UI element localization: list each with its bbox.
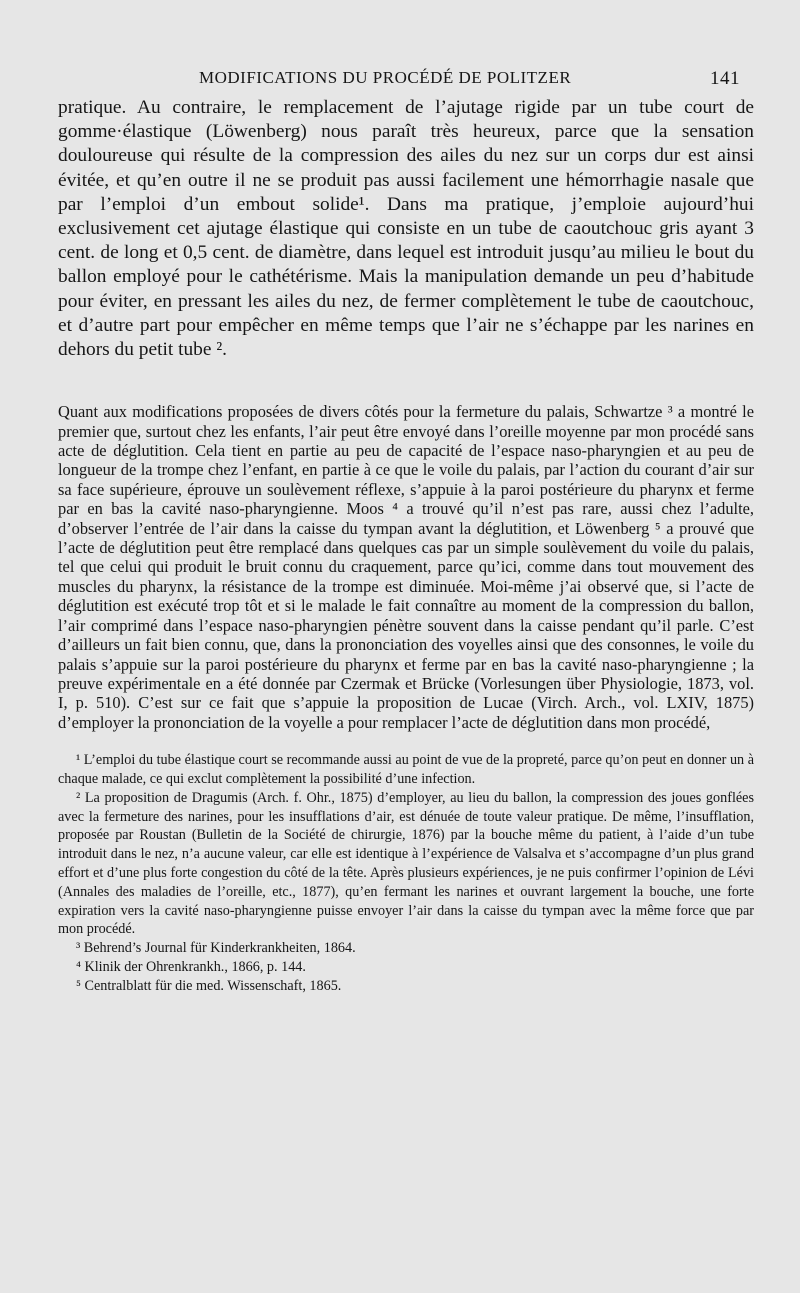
body-paragraph-2: Quant aux modifications proposées de divers côtés pour la fermeture du palais, Schwartze ³ a montré le premier que, surtout chez les enfants, l’air peut être envoyé dans l’oreille moyenne par mon procédé sans acte de déglutition. Cela tient en partie au peu de capacité de l’espace naso-pharyngien et au peu de longueur de la trompe chez l’enfant, en partie à ce que le voile du palais, par l’action du courant d’air sur sa face supérieure, éprouve un soulèvement réflexe, s’appuie à la paroi postérieure du pharynx et ferme par en bas la cavité naso-pharyngienne. Moos ⁴ a trouvé qu’il n’est pas rare, aussi chez l’adulte, d’observer l’entrée de l’air dans la caisse du tympan avant la déglutition, et Löwenberg ⁵ a prouvé que l’acte de déglutition peut être remplacé dans quelques cas par un simple soulèvement du voile du palais, tel que celui qui produit le bruit connu du craquement, parce qu’ici, comme dans tout mouvement des muscles du pharynx, la résistance de la trompe est diminuée. Moi-même j’ai observé que, si l’acte de déglutition est exécuté trop tôt et si le malade le fait connaître au moment de la compression du ballon, l’air comprimé dans l’espace naso-pharyngien pénètre souvent dans la caisse pendant qu’il parle. C’est d’ailleurs un fait bien connu, que, dans la prononciation des voyelles ainsi que des consonnes, le voile du palais s’appuie sur la paroi postérieure du pharynx et ferme par en bas la cavité naso-pharyngienne ; la preuve expérimentale en a été donnée par Czermak et Brücke (Vorlesungen über Physiologie, 1873, vol. I, p. 510). C’est sur ce fait que s’appuie la proposition de Lucae (Virch. Arch., vol. LXIV, 1875) d’employer la prononciation de la voyelle a pour remplacer l’acte de déglutition dans mon procédé, (58, 402, 754, 732)
footnote-3: ³ Behrend’s Journal für Kinderkrankheiten, 1864. (76, 940, 356, 957)
footnote-4: ⁴ Klinik der Ohrenkrankh., 1866, p. 144. (76, 958, 306, 975)
footnotes (58, 751, 754, 995)
footnote-5: ⁵ Centralblatt für die med. Wissenschaft, 1865. (76, 977, 342, 994)
body-paragraph-1: pratique. Au contraire, le remplacement de l’ajutage rigide par un tube court de gomme·élastique (Löwenberg) nous paraît très heureux, parce que la sensation douloureuse qui résulte de la compression des ailes du nez sur un corps dur est ainsi évitée, et qu’en outre il ne se produit pas aussi facilement une hémorrhagie nasale que par l’emploi d’un embout solide¹. Dans ma pratique, j’emploie aujourd’hui exclusivement cet ajutage élastique qui consiste en un tube de caoutchouc gris ayant 3 cent. de long et 0,5 cent. de diamètre, dans lequel est introduit jusqu’au milieu le bout du ballon employé pour le cathétérisme. Mais la manipulation demande un peu d’habitude pour éviter, en pressant les ailes du nez, de fermer complètement le tube de caoutchouc, et d’autre part pour empêcher en même temps que l’air ne s’échappe par les narines en dehors du petit tube ². (58, 97, 754, 361)
footnote-1: ¹ L’emploi du tube élastique court se recommande aussi au point de vue de la propreté, parce qu’on peut en donner un à chaque malade, ce qui exclut complètement la possibilité d’une infection. (58, 752, 754, 787)
page-number: 141 (710, 68, 740, 89)
running-head (58, 62, 754, 96)
footnote-2: ² La proposition de Dragumis (Arch. f. Ohr., 1875) d’employer, au lieu du ballon, la compression des joues gonflées avec la fermeture des narines, pour les insufflations d’air, est dénuée de toute valeur pratique. De même, l’insufflation, proposée par Roustan (Bulletin de la Société de chirurgie, 1876) par la bouche même du patient, à l’aide d’un tube introduit dans le nez, n’a aucune valeur, car elle est identique à l’expérience de Valsalva et s’accompagne d’un plus grand effort et d’une plus forte congestion du côté de la tête. Après plusieurs expériences, je ne puis confirmer l’opinion de Lévi (Annales des maladies de l’oreille, etc., 1877), qu’en fermant les narines et ouvrant largement la bouche, une forte expiration vers la cavité naso-pharyngienne puisse envoyer l’air dans la caisse du tympan avec la même force que par mon procédé. (58, 789, 754, 938)
running-title: MODIFICATIONS DU PROCÉDÉ DE POLITZER (199, 68, 572, 87)
